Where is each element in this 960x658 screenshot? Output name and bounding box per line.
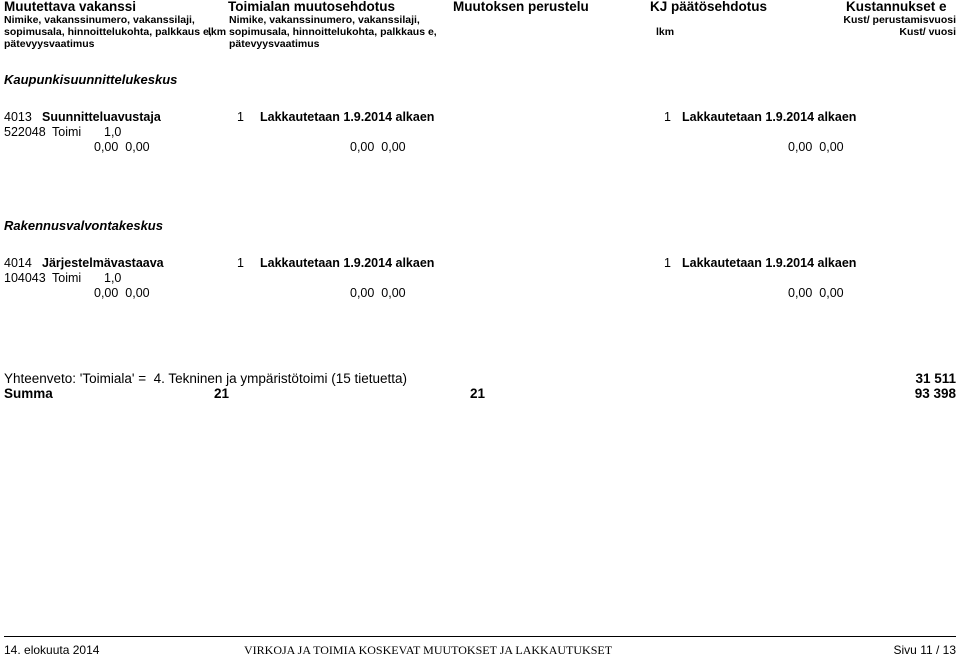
entry-title: Järjestelmävastaava (42, 256, 164, 270)
footer-title: VIRKOJA JA TOIMIA KOSKEVAT MUUTOKSET JA LAKKAUTUKSET (244, 643, 613, 657)
entry-lkm-2: 1 (664, 256, 671, 270)
entry-laji: Toimi (52, 271, 82, 285)
entry-lkm-1: 1 (237, 256, 244, 270)
summary-label: Yhteenveto: 'Toimiala' = 4. Tekninen ja ympäristötoimi (15 tietuetta) (4, 371, 407, 386)
entry-action-2: Lakkautetaan 1.9.2014 alkaen (682, 256, 857, 270)
header-col-kj: KJ päätösehdotus (650, 0, 768, 14)
entry-lkm-2: 1 (664, 110, 671, 124)
entry-values-3: 0,00 0,00 (788, 286, 844, 300)
summary-value-1: 31 511 (915, 371, 956, 386)
header-col1-lkm: lkm (208, 26, 227, 38)
header-col2-sub-2: sopimusala, hinnoittelukohta, palkkaus e, (229, 26, 437, 38)
entry-values-3: 0,00 0,00 (788, 140, 844, 154)
header-col-vakanssi: Muutettava vakanssi (4, 0, 137, 14)
entry-code: 4014 (4, 256, 32, 270)
header-col5-sub-1: Kust/ perustamisvuosi (843, 14, 956, 26)
section-title: Rakennusvalvontakeskus (4, 218, 163, 233)
entry-vakanssi: 522048 (4, 125, 46, 139)
summary-sum-label: Summa (4, 386, 53, 401)
header-col1-sub-3: pätevyysvaatimus (4, 38, 95, 50)
summary-lkm-1: 21 (214, 386, 230, 401)
header-col2-sub-1: Nimike, vakanssinumero, vakanssilaji, (229, 14, 420, 26)
entry-values-2: 0,00 0,00 (350, 286, 406, 300)
summary-value-2: 93 398 (914, 386, 956, 401)
entry-code: 4013 (4, 110, 32, 124)
entry-action-1: Lakkautetaan 1.9.2014 alkaen (260, 256, 435, 270)
footer-date: 14. elokuuta 2014 (4, 643, 100, 657)
entry-action-2: Lakkautetaan 1.9.2014 alkaen (682, 110, 857, 124)
header-col1-sub-2: sopimusala, hinnoittelukohta, palkkaus e, (4, 26, 212, 38)
header-col-kustannukset: Kustannukset e (846, 0, 947, 14)
header-col5-sub-2: Kust/ vuosi (899, 26, 956, 38)
entry-kerroin: 1,0 (104, 271, 122, 285)
entry-values-1: 0,00 0,00 (94, 286, 150, 300)
entry-action-1: Lakkautetaan 1.9.2014 alkaen (260, 110, 435, 124)
entry-lkm-1: 1 (237, 110, 244, 124)
entry-values-2: 0,00 0,00 (350, 140, 406, 154)
entry-laji: Toimi (52, 125, 82, 139)
entry-values-1: 0,00 0,00 (94, 140, 150, 154)
footer-divider (4, 636, 956, 637)
header-col1-sub-1: Nimike, vakanssinumero, vakanssilaji, (4, 14, 195, 26)
footer-page-number: Sivu 11 / 13 (893, 643, 956, 657)
entry-vakanssi: 104043 (4, 271, 46, 285)
header-col2-sub-3: pätevyysvaatimus (229, 38, 320, 50)
entry-title: Suunnitteluavustaja (42, 110, 161, 124)
header-col-perustelu: Muutoksen perustelu (453, 0, 589, 14)
header-col-toimiala: Toimialan muutosehdotus (228, 0, 396, 14)
header-col4-lkm: lkm (656, 26, 675, 38)
entry-kerroin: 1,0 (104, 125, 122, 139)
summary-lkm-2: 21 (470, 386, 486, 401)
section-title: Kaupunkisuunnittelukeskus (4, 72, 178, 87)
